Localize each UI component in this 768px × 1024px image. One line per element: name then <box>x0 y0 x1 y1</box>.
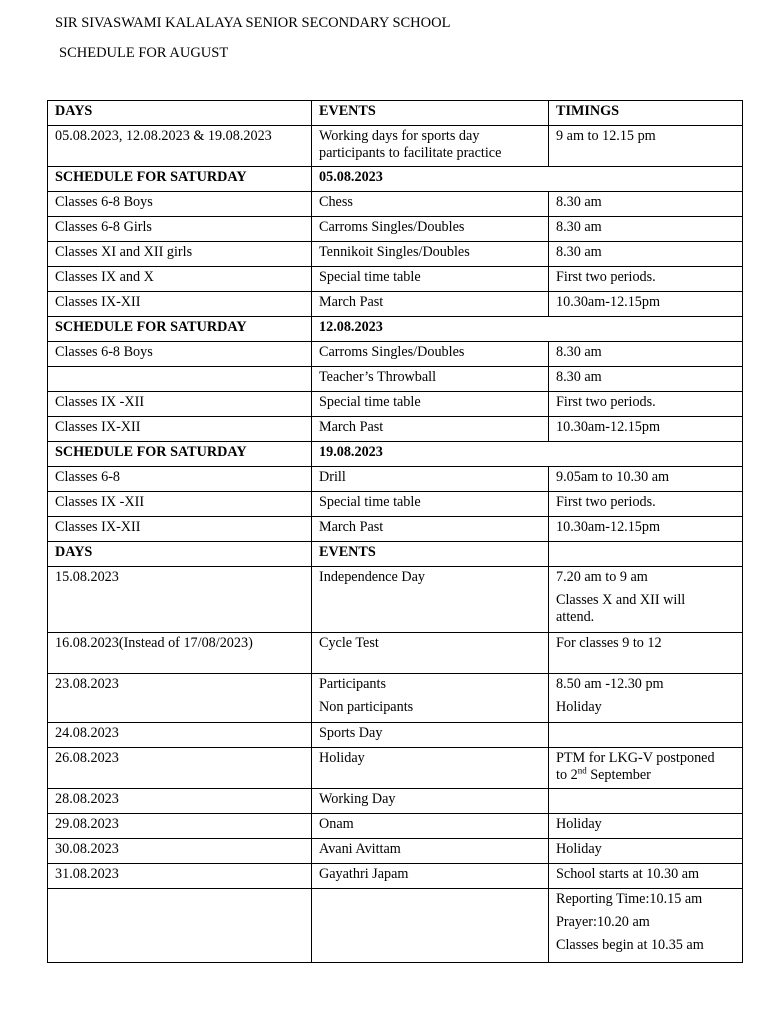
events-cell <box>312 864 549 889</box>
cell-text: Working Day <box>319 791 396 807</box>
days-cell <box>48 267 312 292</box>
days-cell <box>48 723 312 748</box>
cell-text: 8.30 am <box>556 244 602 260</box>
days-cell <box>48 748 312 789</box>
events-cell <box>312 789 549 814</box>
cell-text: 8.30 am <box>556 369 602 385</box>
section-row <box>48 167 743 192</box>
table-row <box>48 192 743 217</box>
cell-text: Participants <box>319 676 386 692</box>
cell-text: Teacher’s Throwball <box>319 369 437 385</box>
cell-text: Gayathri Japam <box>319 866 409 882</box>
events-cell <box>312 567 549 633</box>
days-cell <box>48 864 312 889</box>
cell-text: Classes 6-8 Boys <box>55 344 153 360</box>
days-cell <box>48 467 312 492</box>
cell-text: Holiday <box>319 750 365 766</box>
events-cell <box>312 839 549 864</box>
cell-text: Classes IX-XII <box>55 294 141 310</box>
timings-cell <box>549 814 743 839</box>
cell-text: Holiday <box>556 841 602 857</box>
table-row <box>48 267 743 292</box>
cell-text: DAYS <box>55 544 93 560</box>
table-row <box>48 242 743 267</box>
cell-text: SCHEDULE FOR SATURDAY <box>55 444 247 460</box>
days-cell <box>48 492 312 517</box>
events-cell <box>312 217 549 242</box>
cell-text: 8.30 am <box>556 194 602 210</box>
cell-text: 26.08.2023 <box>55 750 119 766</box>
days-cell <box>48 192 312 217</box>
timings-cell <box>549 748 743 789</box>
cell-text: First two periods. <box>556 269 656 285</box>
cell-text: Prayer:10.20 am <box>556 914 650 930</box>
events-cell <box>312 492 549 517</box>
timings-cell <box>549 217 743 242</box>
cell-text: 31.08.2023 <box>55 866 119 882</box>
events-cell <box>312 723 549 748</box>
events-cell <box>312 417 549 442</box>
cell-text: 29.08.2023 <box>55 816 119 832</box>
days-cell <box>48 342 312 367</box>
table-row <box>48 814 743 839</box>
days-cell <box>48 674 312 723</box>
cell-text: Classes 6-8 <box>55 469 121 485</box>
cell-text: PTM for LKG-V postponed <box>556 750 715 766</box>
timings-cell <box>549 101 743 126</box>
cell-text: Classes IX-XII <box>55 419 141 435</box>
cell-text: Independence Day <box>319 569 425 585</box>
table-row <box>48 674 743 723</box>
cell-text: Carroms Singles/Doubles <box>319 344 465 360</box>
cell-text: Working days for sports day <box>319 128 480 144</box>
section-row <box>48 442 743 467</box>
cell-text: Classes begin at 10.35 am <box>556 937 704 953</box>
events-cell <box>312 317 743 342</box>
cell-text: 15.08.2023 <box>55 569 119 585</box>
table-header-row <box>48 101 743 126</box>
cell-text: Classes XI and XII girls <box>55 244 193 260</box>
timings-cell <box>549 342 743 367</box>
cell-text: 30.08.2023 <box>55 841 119 857</box>
table-row <box>48 392 743 417</box>
days-cell <box>48 417 312 442</box>
table-row <box>48 517 743 542</box>
days-cell <box>48 167 312 192</box>
cell-text: 05.08.2023 <box>319 169 383 185</box>
days-cell <box>48 242 312 267</box>
cell-text: 10.30am-12.15pm <box>556 519 661 535</box>
cell-text: 10.30am-12.15pm <box>556 294 661 310</box>
table-row <box>48 492 743 517</box>
cell-text: Non participants <box>319 699 414 715</box>
timings-cell <box>549 864 743 889</box>
cell-text: Classes X and XII will <box>556 592 686 608</box>
timings-cell <box>549 674 743 723</box>
events-cell <box>312 748 549 789</box>
schedule-table <box>47 100 743 963</box>
table-row <box>48 467 743 492</box>
cell-text: March Past <box>319 294 384 310</box>
timings-cell <box>549 417 743 442</box>
table-row <box>48 126 743 167</box>
table-row <box>48 342 743 367</box>
timings-cell <box>549 889 743 963</box>
events-cell <box>312 674 549 723</box>
days-cell <box>48 126 312 167</box>
schedule-title: SCHEDULE FOR AUGUST <box>59 45 229 61</box>
timings-cell <box>549 126 743 167</box>
table-row <box>48 567 743 633</box>
events-cell <box>312 442 743 467</box>
timings-cell <box>549 267 743 292</box>
days-cell <box>48 101 312 126</box>
cell-text: Holiday <box>556 816 602 832</box>
events-cell <box>312 467 549 492</box>
cell-text: SCHEDULE FOR SATURDAY <box>55 319 247 335</box>
events-cell <box>312 814 549 839</box>
timings-cell <box>549 392 743 417</box>
cell-text: EVENTS <box>319 544 376 560</box>
days-cell <box>48 633 312 674</box>
events-cell <box>312 542 549 567</box>
timings-cell <box>549 542 743 567</box>
events-cell <box>312 517 549 542</box>
cell-text: School starts at 10.30 am <box>556 866 700 882</box>
table-row <box>48 839 743 864</box>
events-cell <box>312 367 549 392</box>
days-cell <box>48 392 312 417</box>
days-cell <box>48 789 312 814</box>
cell-text: Tennikoit Singles/Doubles <box>319 244 470 260</box>
days-cell <box>48 517 312 542</box>
events-cell <box>312 292 549 317</box>
events-cell <box>312 889 549 963</box>
cell-text: For classes 9 to 12 <box>556 635 662 651</box>
cell-text: March Past <box>319 419 384 435</box>
days-cell <box>48 814 312 839</box>
table-row <box>48 417 743 442</box>
cell-text: Cycle Test <box>319 635 379 651</box>
timings-cell <box>549 367 743 392</box>
cell-text: 24.08.2023 <box>55 725 119 741</box>
cell-text: Onam <box>319 816 354 832</box>
cell-text: 28.08.2023 <box>55 791 119 807</box>
days-cell <box>48 442 312 467</box>
cell-text: 12.08.2023 <box>319 319 383 335</box>
cell-text: Special time table <box>319 394 421 410</box>
school-name: SIR SIVASWAMI KALALAYA SENIOR SECONDARY SCHOOL <box>55 15 451 31</box>
cell-text: Chess <box>319 194 353 210</box>
events-cell <box>312 126 549 167</box>
days-cell <box>48 839 312 864</box>
timings-cell <box>549 242 743 267</box>
timings-cell <box>549 492 743 517</box>
cell-text: Classes IX-XII <box>55 519 141 535</box>
table-row <box>48 217 743 242</box>
table-row <box>48 864 743 889</box>
cell-text: March Past <box>319 519 384 535</box>
events-cell <box>312 267 549 292</box>
timings-cell <box>549 192 743 217</box>
cell-text: 19.08.2023 <box>319 444 383 460</box>
cell-text: 8.50 am -12.30 pm <box>556 676 664 692</box>
timings-cell <box>549 789 743 814</box>
cell-text: Drill <box>319 469 346 485</box>
cell-text: Holiday <box>556 699 602 715</box>
cell-text: Special time table <box>319 494 421 510</box>
cell-text: 9 am to 12.15 pm <box>556 128 656 144</box>
days-cell <box>48 292 312 317</box>
cell-text: to 2nd September <box>556 765 651 783</box>
events-cell <box>312 101 549 126</box>
cell-text: 9.05am to 10.30 am <box>556 469 670 485</box>
cell-text: Classes IX and X <box>55 269 154 285</box>
timings-cell <box>549 567 743 633</box>
events-cell <box>312 392 549 417</box>
cell-text: Classes 6-8 Girls <box>55 219 152 235</box>
cell-text: Special time table <box>319 269 421 285</box>
days-cell <box>48 542 312 567</box>
table-row <box>48 748 743 789</box>
events-cell <box>312 342 549 367</box>
days-cell <box>48 217 312 242</box>
events-cell <box>312 242 549 267</box>
cell-text: 8.30 am <box>556 219 602 235</box>
days-cell <box>48 889 312 963</box>
cell-text: Classes IX -XII <box>55 394 145 410</box>
cell-text: SCHEDULE FOR SATURDAY <box>55 169 247 185</box>
cell-text: Avani Avittam <box>319 841 401 857</box>
table-row <box>48 889 743 963</box>
table-header-row <box>48 542 743 567</box>
timings-cell <box>549 292 743 317</box>
cell-text: 05.08.2023, 12.08.2023 & 19.08.2023 <box>55 128 272 144</box>
timings-cell <box>549 723 743 748</box>
cell-text: 10.30am-12.15pm <box>556 419 661 435</box>
cell-text: 23.08.2023 <box>55 676 119 692</box>
cell-text: First two periods. <box>556 394 656 410</box>
events-cell <box>312 192 549 217</box>
cell-text: Sports Day <box>319 725 383 741</box>
cell-text: 16.08.2023(Instead of 17/08/2023) <box>55 635 253 651</box>
table-row <box>48 723 743 748</box>
cell-text: Reporting Time:10.15 am <box>556 891 703 907</box>
days-cell <box>48 317 312 342</box>
timings-cell <box>549 517 743 542</box>
cell-text: attend. <box>556 609 595 625</box>
table-row <box>48 367 743 392</box>
cell-text: 8.30 am <box>556 344 602 360</box>
section-row <box>48 317 743 342</box>
timings-cell <box>549 633 743 674</box>
cell-text: TIMINGS <box>556 103 620 119</box>
cell-text: Classes 6-8 Boys <box>55 194 153 210</box>
cell-text: First two periods. <box>556 494 656 510</box>
cell-text: Carroms Singles/Doubles <box>319 219 465 235</box>
cell-text: DAYS <box>55 103 93 119</box>
events-cell <box>312 167 743 192</box>
cell-text: Classes IX -XII <box>55 494 145 510</box>
timings-cell <box>549 839 743 864</box>
table-row <box>48 789 743 814</box>
days-cell <box>48 567 312 633</box>
table-row <box>48 292 743 317</box>
timings-cell <box>549 467 743 492</box>
cell-text: 7.20 am to 9 am <box>556 569 648 585</box>
table-row <box>48 633 743 674</box>
days-cell <box>48 367 312 392</box>
cell-text: EVENTS <box>319 103 376 119</box>
cell-text: participants to facilitate practice <box>319 145 502 161</box>
events-cell <box>312 633 549 674</box>
